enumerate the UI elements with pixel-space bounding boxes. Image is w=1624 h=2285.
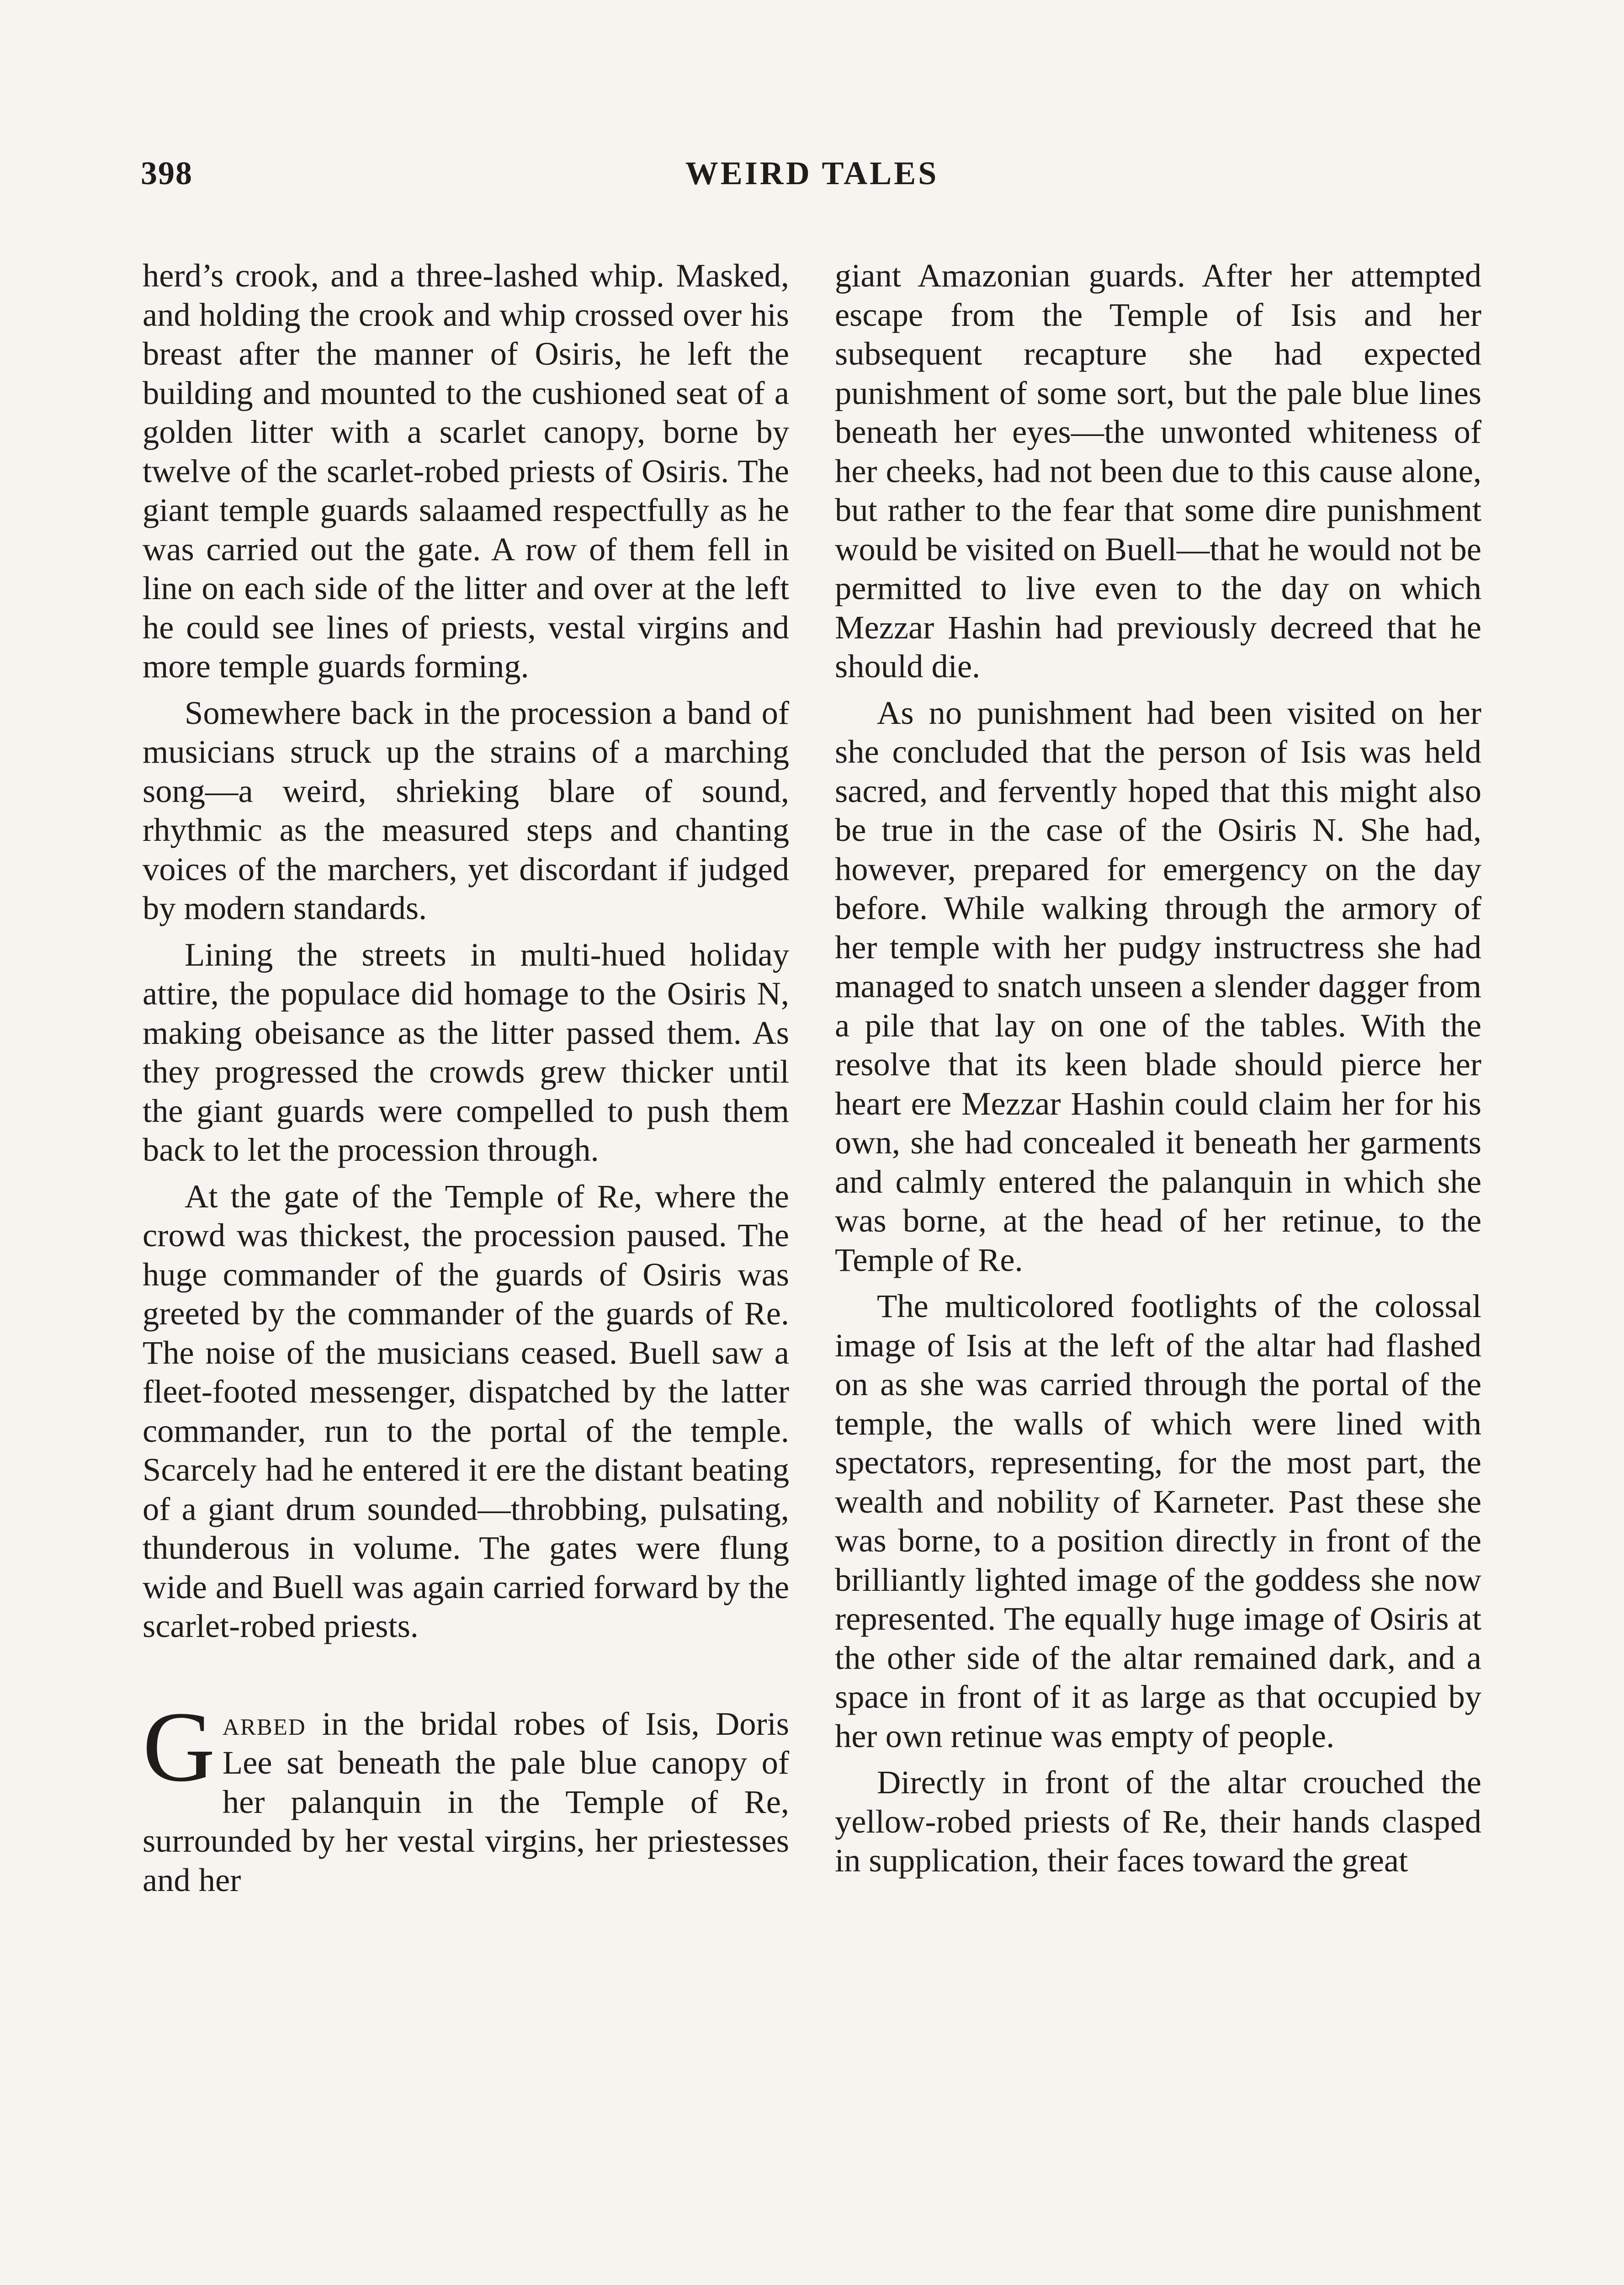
paragraph: Somewhere back in the procession a band of musicians struck up the strains of a marching song—a weird, shrieking blare of sound, rhythmic as the measured steps and chanting voices of the marchers, yet discordant if judged by modern standards.	[143, 694, 789, 926]
left-column	[143, 256, 789, 1899]
paragraph: The multicolored footlights of the colossal image of Isis at the left of the altar had flashed on as she was carried through the portal of the temple, the walls of which were lined with spectators, representing, for the most part, the wealth and nobility of Karneter. Past these she was borne, to a position directly in front of the brilliantly lighted image of the goddess she now represented. The equally huge image of Osiris at the other side of the altar remained dark, and a space in front of it as large as that occupied by her own retinue was empty of people.	[835, 1287, 1481, 1754]
paragraph-text: in the bridal robes of Isis, Doris Lee sat beneath the pale blue canopy of her palanquin in the Temple of Re, surrounded by her vestal virgins, her priestesses and her	[143, 1705, 789, 1898]
paragraph: As no punishment had been visited on her she concluded that the person of Isis was held sacred, and fervently hoped that this might also be true in the case of the Osiris N. She had, however, prepared for emergency on the day before. While walking through the armory of her temple with her pudgy instructress she had managed to snatch unseen a slender dagger from a pile that lay on one of the tables. With the resolve that its keen blade should pierce her heart ere Mezzar Hashin could claim her for his own, she had concealed it beneath her garments and calmly entered the palanquin in which she was borne, at the head of her retinue, to the Temple of Re.	[835, 694, 1481, 1278]
paragraph: At the gate of the Temple of Re, where the crowd was thickest, the procession paused. The huge commander of the guards of Osiris was greeted by the commander of the guards of Re. The noise of the musicians ceased. Buell saw a fleet-footed messenger, dispatched by the latter commander, run to the portal of the temple. Scarcely had he entered it ere the distant beating of a giant drum sounded—throbbing, pulsating, thunderous in volume. The gates were flung wide and Buell was again carried forward by the scarlet-robed priests.	[143, 1177, 789, 1644]
drop-cap: G	[143, 1690, 215, 1802]
paragraph: herd’s crook, and a three-lashed whip. Masked, and holding the crook and whip crossed over his breast after the manner of Osiris, he left the building and mounted to the cushioned seat of a golden litter with a scarlet canopy, borne by twelve of the scarlet-robed priests of Osiris. The giant temple guards salaamed respectfully as he was carried out the gate. A row of them fell in line on each side of the litter and over at the left he could see lines of priests, vestal virgins and more temple guards forming.	[143, 257, 789, 685]
page-number: 398	[141, 155, 193, 191]
paragraph: Lining the streets in multi-hued holiday attire, the populace did homage to the Osiris N, making obeisance as the litter passed them. As they progressed the crowds grew thicker until the giant guards were compelled to push them back to let the procession through.	[143, 935, 789, 1168]
right-column	[835, 256, 1481, 1880]
paragraph: Directly in front of the altar crouched the yellow-robed priests of Re, their hands clasped in supplication, their faces toward the great	[835, 1764, 1481, 1879]
small-caps-lead: arbed	[222, 1705, 306, 1742]
section-opening-paragraph	[143, 1690, 789, 1900]
running-head-title: WEIRD TALES	[685, 155, 939, 191]
paragraph: giant Amazonian guards. After her attempted escape from the Temple of Isis and her subsequent recapture she had expected punishment of some sort, but the pale blue lines beneath her eyes—the unwonted whiteness of her cheeks, had not been due to this cause alone, but rather to the fear that some dire punishment would be visited on Buell—that he would not be permitted to live even to the day on which Mezzar Hashin had previously decreed that he should die.	[835, 257, 1481, 685]
